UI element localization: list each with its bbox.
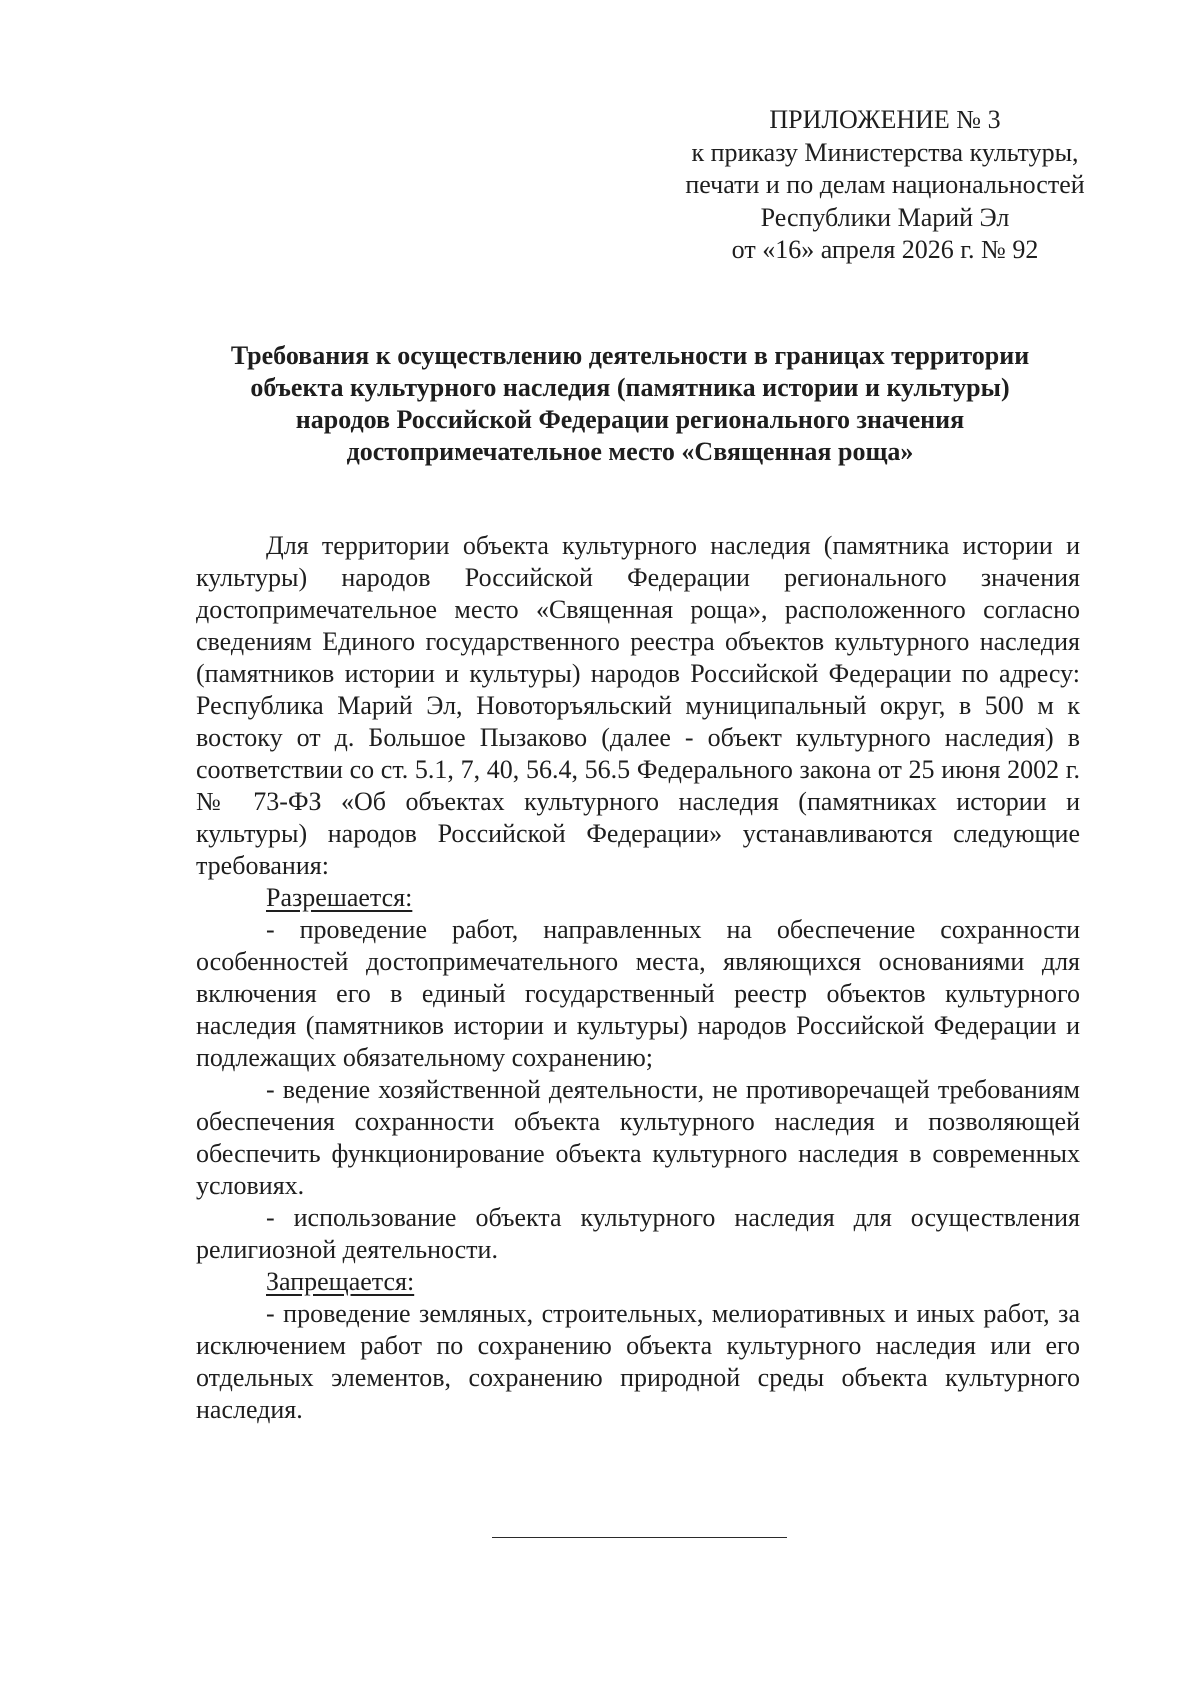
- appendix-republic-line: Республики Марий Эл: [760, 202, 1010, 232]
- appendix-order-line: к приказу Министерства культуры,: [691, 137, 1079, 167]
- allowed-heading: [196, 882, 1080, 914]
- allowed-label: Разрешается:: [266, 883, 413, 912]
- appendix-number: ПРИЛОЖЕНИЕ № 3: [769, 105, 1001, 134]
- allowed-item: - проведение работ, направленных на обеспечение сохранности особенностей достопримечательного места, являющихся основаниями для включения его в единый государственный реестр объектов культурного наследия (памятников истории и культуры) народов Российской Федерации и подлежащих обязательному сохранению;: [196, 915, 1080, 1072]
- allowed-item: - ведение хозяйственной деятельности, не противоречащей требованиям обеспечения сохранности объекта культурного наследия и позволяющей обеспечить функционирование объекта культурного наследия в современных условиях.: [196, 1075, 1080, 1200]
- intro-paragraph: Для территории объекта культурного наследия (памятника истории и культуры) народов Российской Федерации регионального значения достопримечательное место «Священная роща», расположенного согласно сведениям Единого государственного реестра объектов культурного наследия (памятников истории и культуры) народов Российской Федерации по адресу: Республика Марий Эл, Новоторъяльский муниципальный округ, в 500 м к востоку от д. Большое Пызаково (далее - объект культурного наследия) в соответствии со ст. 5.1, 7, 40, 56.4, 56.5 Федерального закона от 25 июня 2002 г. № 73-ФЗ «Об объектах культурного наследия (памятниках истории и культуры) народов Российской Федерации» устанавливаются следующие требования:: [196, 531, 1080, 880]
- appendix-header: [640, 104, 1130, 267]
- document-title: [160, 340, 1100, 468]
- document-body: [196, 530, 1080, 1426]
- title-line: Требования к осуществлению деятельности в границах территории: [230, 341, 1030, 370]
- appendix-ministry-line: печати и по делам национальностей: [685, 170, 1085, 199]
- title-line: объекта культурного наследия (памятника истории и культуры): [250, 373, 1010, 402]
- prohibited-heading: [196, 1266, 1080, 1298]
- appendix-date-line: от «16» апреля 2026 г. № 92: [731, 235, 1039, 264]
- prohibited-item: - проведение земляных, строительных, мелиоративных и иных работ, за исключением работ по сохранению объекта культурного наследия или его отдельных элементов, сохранению природной среды объекта культурного наследия.: [196, 1299, 1080, 1424]
- allowed-item: - использование объекта культурного наследия для осуществления религиозной деятельности.: [196, 1203, 1080, 1264]
- prohibited-label: Запрещается:: [266, 1267, 415, 1296]
- closing-divider: [492, 1537, 787, 1538]
- title-line: народов Российской Федерации регионального значения: [295, 405, 965, 434]
- title-line: достопримечательное место «Священная роща»: [346, 437, 914, 466]
